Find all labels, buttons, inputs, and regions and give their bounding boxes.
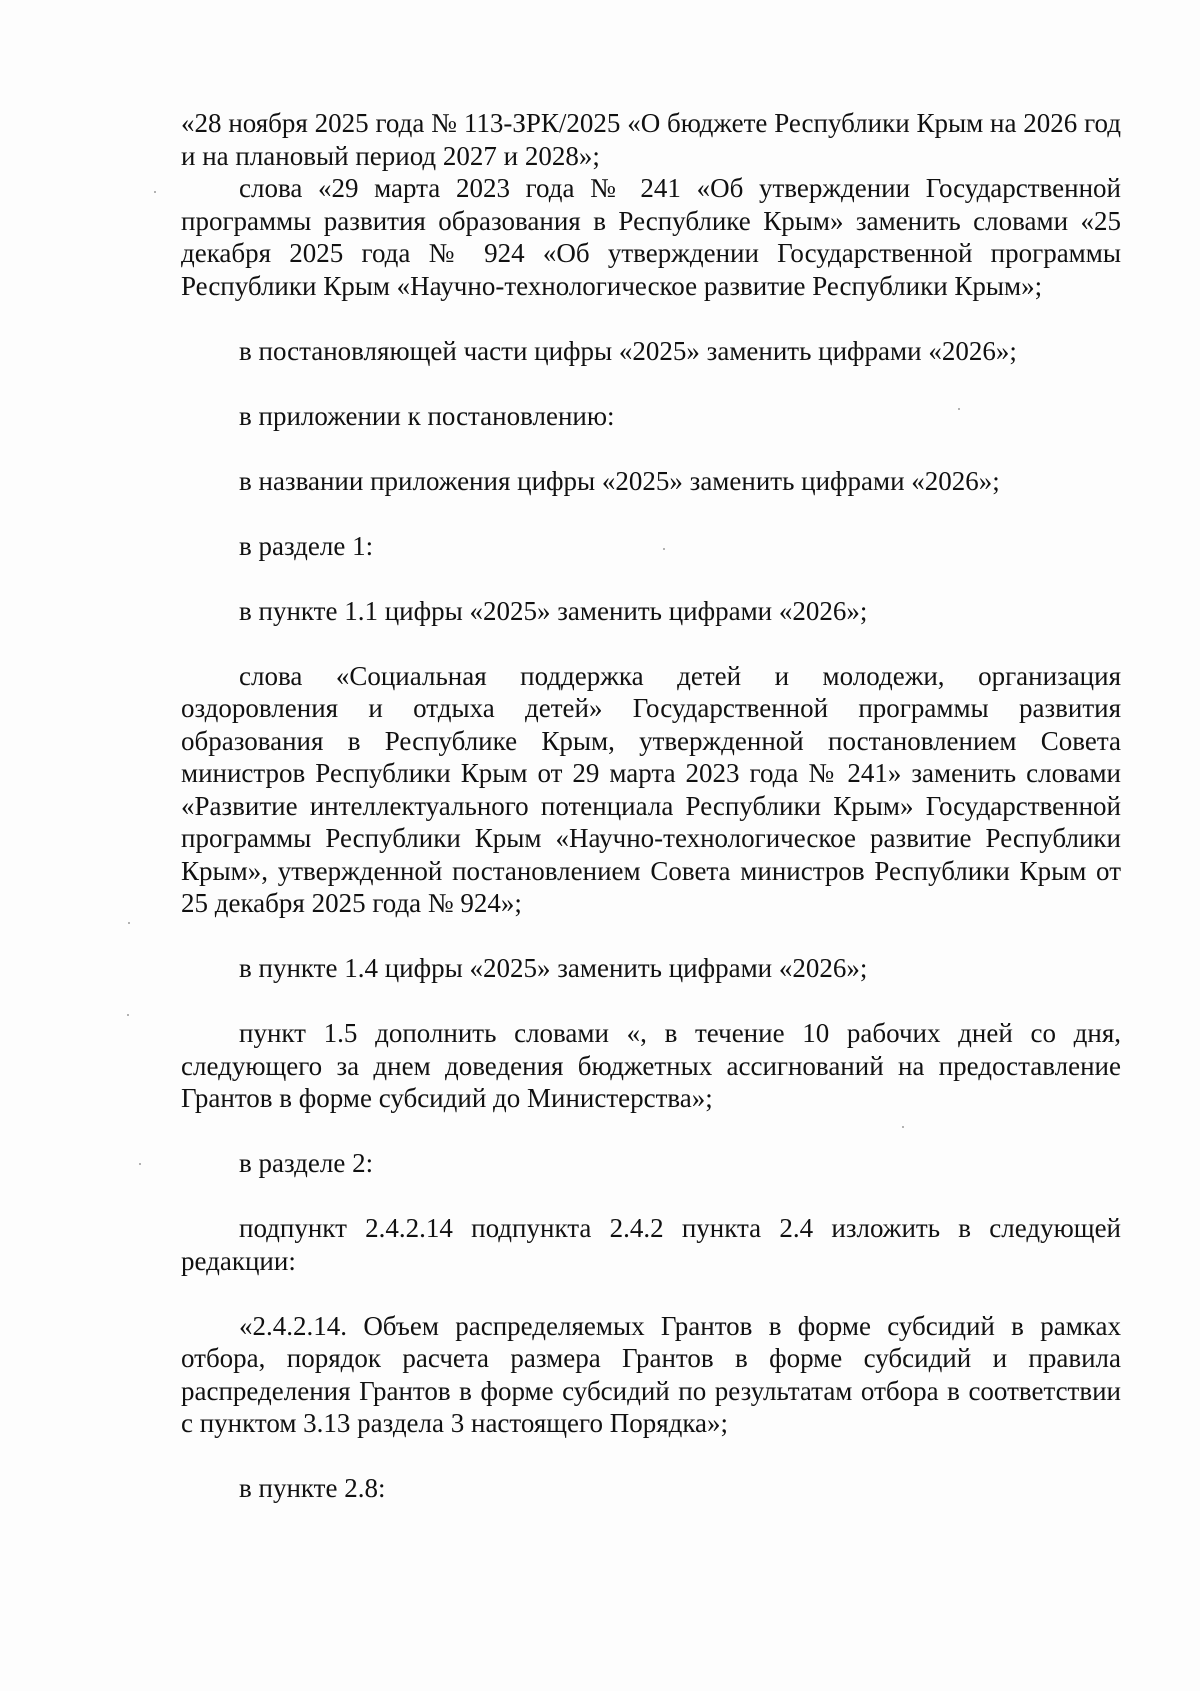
paragraph-section-1: в разделе 1: bbox=[239, 530, 374, 561]
paragraph-item-1-4: в пункте 1.4 цифры «2025» заменить цифрами «2026»; bbox=[239, 953, 868, 983]
paragraph-item-1-5: пункт 1.5 дополнить словами «, в течение 10 рабочих дней со дня, следующего за днем доведения бюджетных ассигнований на предоставление Грантов в форме субсидий до Министерства»; bbox=[181, 1018, 1121, 1113]
paragraph-operative-part: в постановляющей части цифры «2025» заменить цифрами «2026»; bbox=[239, 335, 1017, 366]
scan-speck bbox=[128, 922, 130, 924]
paragraph-item-1-1: в пункте 1.1 цифры «2025» заменить цифрами «2026»; bbox=[239, 595, 868, 626]
scan-speck bbox=[139, 1163, 141, 1165]
paragraph-replace-subprogram-words: слова «Социальная поддержка детей и молодежи, организация оздоровления и отдыха детей» Государственной программы развития образования в Республике Крым, утвержденной постановлением Совета министров Республики Крым от 29 марта 2023 года № 241» заменить словами «Развитие интеллектуального потенциала Республики Крым» Государственной программы Республики Крым «Научно-технологическое развитие Республики Крым», утвержденной постановлением Совета министров Республики Крым от 25 декабря 2025 года № 924»; bbox=[181, 660, 1121, 918]
scan-speck bbox=[127, 1014, 129, 1016]
paragraph-section-2: в разделе 2: bbox=[239, 1148, 374, 1178]
document-body bbox=[181, 107, 1121, 1505]
paragraph-replace-program-words: слова «29 марта 2023 года № 241 «Об утверждении Государственной программы развития образования в Республике Крым» заменить словами «25 декабря 2025 года № 924 «Об утверждении Государственной программы Республики Крым «Научно-технологическое развитие Республики Крым»; bbox=[181, 173, 1121, 301]
paragraph-budget-law-continuation: «28 ноября 2025 года № 113-ЗРК/2025 «О бюджете Республики Крым на 2026 год и на плановый период 2027 и 2028»; bbox=[181, 108, 1121, 171]
paragraph-quoted-subitem-2-4-2-14: «2.4.2.14. Объем распределяемых Грантов в форме субсидий в рамках отбора, порядок расчета размера Грантов в форме субсидий и правила распределения Грантов в форме субсидий по результатам отбора в соответствии с пунктом 3.13 раздела 3 настоящего Порядка»; bbox=[181, 1310, 1121, 1438]
paragraph-annex-heading: в приложении к постановлению: bbox=[239, 400, 615, 431]
scan-speck bbox=[902, 1126, 904, 1128]
scan-speck bbox=[663, 548, 665, 550]
scan-speck bbox=[154, 191, 156, 193]
paragraph-item-2-8: в пункте 2.8: bbox=[239, 1473, 386, 1503]
paragraph-subitem-2-4-2-14: подпункт 2.4.2.14 подпункта 2.4.2 пункта 2.4 изложить в следующей редакции: bbox=[181, 1213, 1121, 1276]
paragraph-annex-title: в названии приложения цифры «2025» заменить цифрами «2026»; bbox=[239, 465, 1000, 496]
scan-speck bbox=[958, 408, 960, 410]
